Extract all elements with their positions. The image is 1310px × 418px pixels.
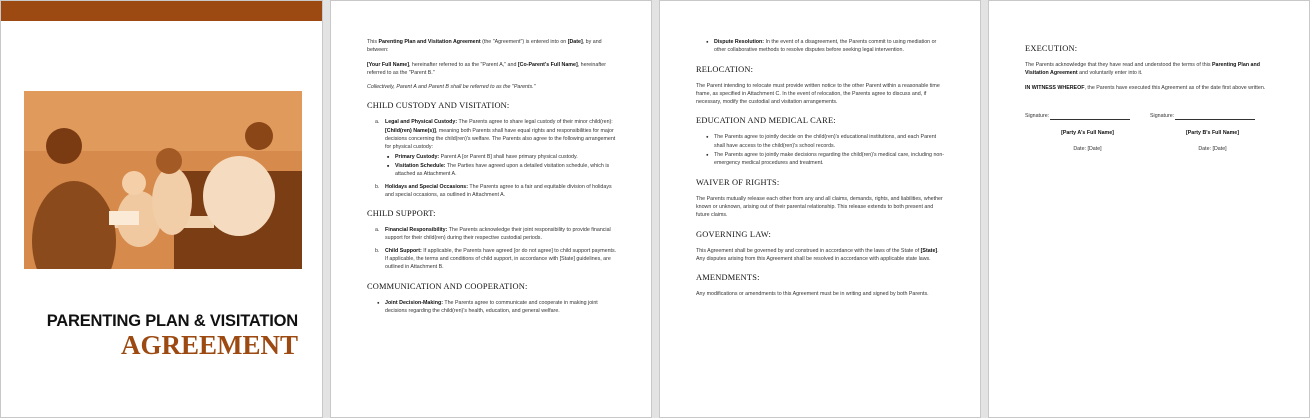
relocation-heading: RELOCATION:: [696, 64, 754, 74]
signature-line: Signature:: [1025, 112, 1150, 120]
amendments-paragraph: Any modifications or amendments to this Agreement must be in writing and signed by both Parents.: [696, 291, 929, 298]
cover-accent-band: [1, 1, 323, 21]
education-heading: EDUCATION AND MEDICAL CARE:: [696, 116, 836, 126]
cover-title-line1: PARENTING PLAN & VISITATION: [46, 312, 298, 330]
communication-heading: COMMUNICATION AND COOPERATION:: [367, 281, 528, 291]
intro-paragraph: This Parenting Plan and Visitation Agreement (the "Agreement") is entered into on [Date], by and between:: [367, 39, 602, 54]
list-item: a. Financial Responsibility: The Parents acknowledge their joint responsibility to provide financial support for their child(ren) during their respective custodial periods.: [375, 227, 611, 242]
party-name: [Party B's Full Name]: [1185, 130, 1240, 137]
custody-list: [375, 118, 617, 199]
witness-paragraph: IN WITNESS WHEREOF, the Parents have executed this Agreement as of the date first above written.: [1025, 84, 1266, 91]
family-consultation-image: [24, 91, 302, 269]
list-item: ● The Parents agree to jointly make decisions regarding the child(ren)'s medical care, including non-emergency medical procedures and treatment.: [714, 151, 946, 168]
support-heading: CHILD SUPPORT:: [367, 209, 436, 219]
list-item: a. Legal and Physical Custody: The Parents agree to share legal custody of their minor child(ren): [Child(ren) Name(s)], meaning both Parents shall have equal rights and responsibilities for major decisions concerning the child(ren)'s welfare. The Parents also agree to the following arrangement for physical custody: ■ Primary Custody: Parent A [or Parent B] shall have primary physical custody. ■ Visitation Schedule: The Parties have agreed upon a detailed visitation schedule, which is attached as Attachment A.: [385, 118, 617, 178]
collective-paragraph: Collectively, Parent A and Parent B shall be referred to as the "Parents.": [367, 84, 536, 91]
custody-heading: CHILD CUSTODY AND VISITATION:: [367, 101, 510, 111]
list-item: ● Joint Decision-Making: The Parents agree to communicate and cooperate in making joint decisions regarding the child(ren)'s health, education, and general welfare.: [385, 299, 617, 316]
communication-list: [385, 299, 617, 316]
signature-party-b: [1150, 112, 1275, 154]
cover-photo: [24, 91, 302, 269]
signature-block: [1025, 112, 1275, 154]
education-list: [714, 133, 946, 167]
list-item: ■ Visitation Schedule: The Parties have agreed upon a detailed visitation schedule, which is attached as Attachment A.: [395, 162, 617, 179]
custody-sub-list: [395, 153, 617, 179]
signature-date: Date: [Date]: [1198, 146, 1227, 153]
relocation-paragraph: The Parent intending to relocate must provide written notice to the other Parent within a reasonable time frame, as specified in Attachment C. In the event of relocation, the Parents agree to discuss and, if necessary, modify the custodial and visitation arrangements.: [696, 82, 940, 106]
execution-heading: EXECUTION:: [1025, 44, 1078, 53]
cover-title-line2: AGREEMENT: [120, 330, 298, 360]
governing-heading: GOVERNING LAW:: [696, 229, 772, 239]
waiver-paragraph: The Parents mutually release each other from any and all claims, demands, rights, and liabilities, whether known or unknown, arising out of their parental relationship. This release extends to both present and future claims.: [696, 195, 943, 219]
list-item: ● The Parents agree to jointly decide on the child(ren)'s educational institutions, and each Parent shall have access to the child(ren)'s school records.: [714, 133, 946, 150]
amendments-heading: AMENDMENTS:: [696, 273, 760, 283]
party-name: [Party A's Full Name]: [1061, 130, 1114, 137]
page-2-content: [367, 38, 617, 321]
list-item: ● Dispute Resolution: In the event of a disagreement, the Parents commit to using mediation or other collaborative methods to resolve disputes before seeking legal intervention.: [714, 38, 946, 55]
page-4-content: [1025, 34, 1275, 154]
list-item: ■ Primary Custody: Parent A [or Parent B] shall have primary physical custody.: [395, 153, 617, 161]
signature-party-a: [1025, 112, 1150, 154]
list-item: b. Holidays and Special Occasions: The Parents agree to a fair and equitable division of holidays and special occasions, as outlined in Attachment A.: [375, 183, 612, 198]
page-3: [659, 0, 981, 418]
page-4: [988, 0, 1310, 418]
signature-date: Date: [Date]: [1073, 146, 1102, 153]
dispute-list: [714, 38, 946, 55]
signature-line: Signature:: [1150, 112, 1275, 120]
list-item: b. Child Support: If applicable, the Parents have agreed [or do not agree] to child support payments. If applicable, the terms and conditions of child support, in accordance with [State] guidelines, are outlined in Attachment B.: [375, 247, 617, 271]
governing-paragraph: This Agreement shall be governed by and construed in accordance with the laws of the State of [State]. Any disputes arising from this Agreement shall be resolved in accordance with applicable state laws.: [696, 247, 939, 262]
acknowledgement-paragraph: The Parents acknowledge that they have read and understood the terms of this Parenting Plan and Visitation Agreement and voluntarily enter into it.: [1025, 62, 1260, 77]
page-3-content: [696, 38, 946, 304]
support-list: [375, 226, 617, 271]
waiver-heading: WAIVER OF RIGHTS:: [696, 177, 780, 187]
cover-page: [0, 0, 323, 418]
parties-paragraph: [Your Full Name], hereinafter referred to as the "Parent A," and [Co-Parent's Full Name], hereinafter referred to as the "Parent B.": [367, 61, 606, 76]
page-2: [330, 0, 652, 418]
